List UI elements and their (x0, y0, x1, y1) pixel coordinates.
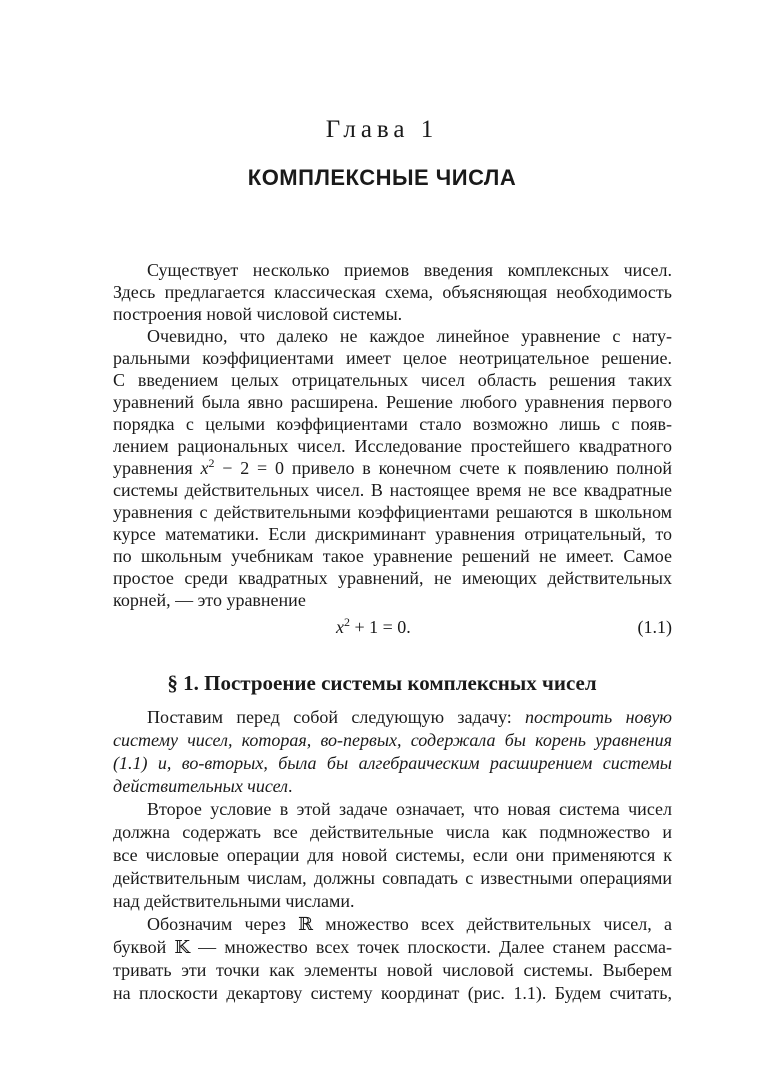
text-segment: построения новой числовой системы. (113, 304, 403, 324)
text-line (113, 844, 672, 867)
text-line (113, 982, 672, 1005)
text-line (113, 457, 672, 479)
text-line (113, 391, 672, 413)
text-line (113, 347, 672, 369)
text-line (113, 479, 672, 501)
text-segment: тривать эти точки как элементы новой числовой системы. Выберем (113, 960, 672, 980)
text-line (113, 798, 672, 821)
text-line (113, 325, 672, 347)
text-segment: − 2 = 0 привело в конечном счете к появлению полной (214, 458, 672, 478)
text-segment: уравнения с действительными коэффициентами решаются в школьном (113, 502, 672, 522)
italic-text: x (200, 458, 209, 478)
text-line (113, 413, 672, 435)
chapter-label: Глава 1 (325, 116, 439, 143)
text-segment: над действительными числами. (113, 891, 355, 911)
equation-variable: x (336, 617, 344, 637)
text-line (113, 706, 672, 729)
italic-text: действительных чисел (113, 776, 289, 796)
text-segment: Здесь предлагается классическая схема, объясняющая необходимость (113, 282, 672, 302)
text-segment: все числовые операции для новой системы, если они применяются к (113, 845, 672, 865)
text-line (113, 729, 672, 752)
text-segment: буквой 𝕂 — множество всех точек плоскости. Далее станем рассма- (113, 937, 672, 957)
italic-text: систему чисел, которая, во-первых, содержала бы корень уравнения (113, 730, 672, 750)
text-line (113, 369, 672, 391)
equation-expression (336, 614, 411, 640)
text-segment: действительным числам, должны совпадать с известными операциями (113, 868, 672, 888)
section-heading: § 1. Построение системы комплексных чисел (167, 671, 597, 695)
text-line (113, 821, 672, 844)
text-segment: Второе условие в этой задаче означает, что новая система чисел (147, 799, 672, 819)
text-line (113, 589, 672, 611)
text-line (113, 959, 672, 982)
text-segment: Очевидно, что далеко не каждое линейное уравнение с нату- (147, 326, 672, 346)
text-segment: уравнений была явно расширена. Решение любого уравнения первого (113, 392, 672, 412)
text-line (113, 890, 672, 913)
text-line (113, 752, 672, 775)
text-line (113, 545, 672, 567)
text-segment: уравнения (113, 458, 201, 478)
section-paragraphs (113, 706, 672, 1005)
text-segment: на плоскости декартову систему координат (рис. 1.1). Будем считать, (113, 983, 672, 1003)
text-line (113, 913, 672, 936)
italic-text: (1.1) и, во-вторых, была бы алгебраическим расширением системы (113, 753, 672, 773)
text-segment: . (288, 776, 293, 796)
display-equation (113, 614, 672, 640)
superscript: 2 (208, 456, 215, 470)
equation-number: (1.1) (637, 617, 672, 637)
text-segment: ральными коэффициентами имеет целое неотрицательное решение. (113, 348, 672, 368)
text-line (113, 259, 672, 281)
intro-paragraphs (113, 259, 672, 611)
text-line (113, 936, 672, 959)
text-line (113, 281, 672, 303)
text-segment: лением рациональных чисел. Исследование простейшего квадратного (113, 436, 672, 456)
text-line (113, 435, 672, 457)
chapter-title: КОМПЛЕКСНЫЕ ЧИСЛА (247, 165, 517, 190)
text-line (113, 775, 672, 798)
text-segment: Существует несколько приемов введения комплексных чисел. (147, 260, 672, 280)
text-segment: С введением целых отрицательных чисел область решения таких (113, 370, 672, 390)
text-segment: порядка с целыми коэффициентами стало возможно лишь с появ- (113, 414, 672, 434)
text-line (113, 501, 672, 523)
text-segment: системы действительных чисел. В настоящее время не все квадратные (113, 480, 672, 500)
text-segment: простое среди квадратных уравнений, не имеющих действительных (113, 568, 672, 588)
text-segment: курсе математики. Если дискриминант уравнения отрицательный, то (113, 524, 672, 544)
text-line (113, 867, 672, 890)
equation-power: 2 (344, 615, 350, 629)
italic-text: построить новую (525, 707, 672, 727)
text-segment: по школьным учебникам такое уравнение решений не имеет. Самое (113, 546, 672, 566)
text-line (113, 303, 672, 325)
equation-rest: + 1 = 0. (350, 617, 411, 637)
text-segment: должна содержать все действительные числа как подмножество и (113, 822, 672, 842)
text-segment: корней, — это уравнение (113, 590, 306, 610)
text-line (113, 523, 672, 545)
text-line (113, 567, 672, 589)
text-segment: Обозначим через ℝ множество всех действительных чисел, а (147, 914, 672, 934)
text-segment: Поставим перед собой следующую задачу: (147, 707, 526, 727)
